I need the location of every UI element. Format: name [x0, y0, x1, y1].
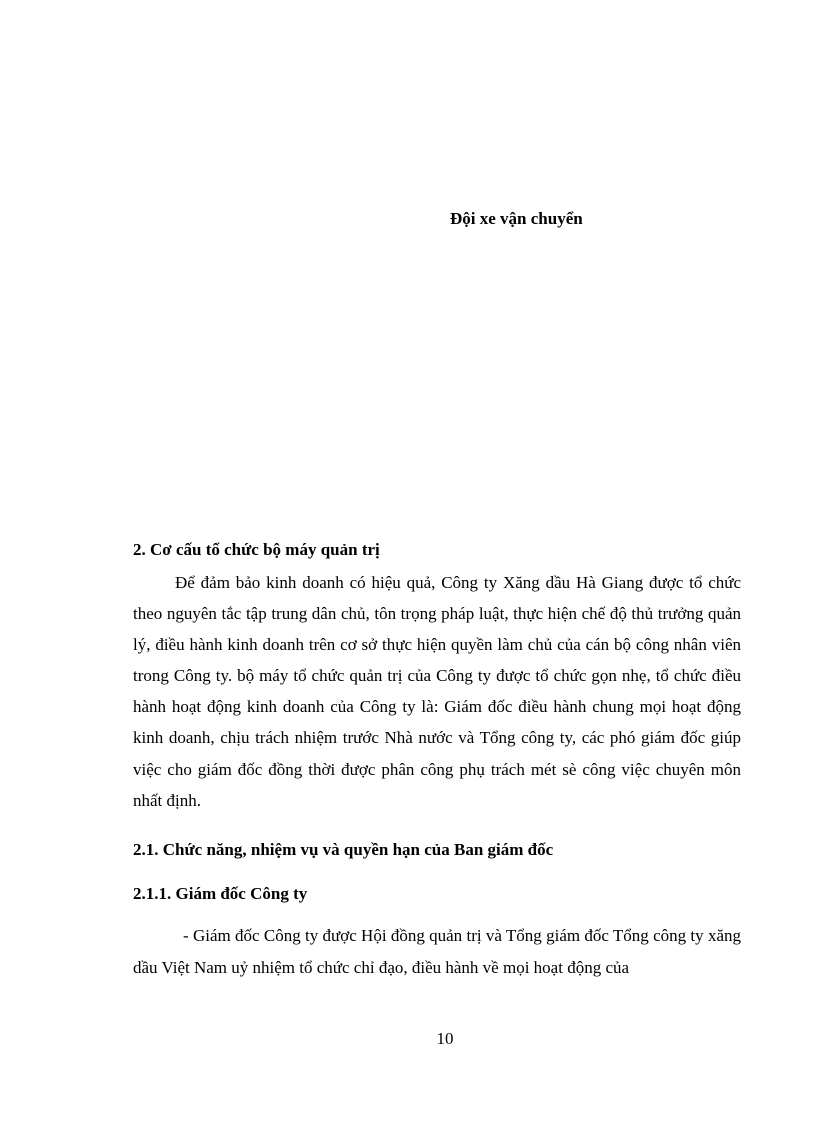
page-number: 10 — [436, 1029, 454, 1048]
diagram-caption-doi-xe: Đội xe vận chuyển — [450, 209, 583, 228]
body-paragraph-2: - Giám đốc Công ty được Hội đồng quản trị và Tổng giám đốc Tổng công ty xăng dầu Việt Nam uỷ nhiệm tổ chức chỉ đạo, điều hành về mọi hoạt động của — [133, 926, 741, 977]
section-heading: 2. Cơ cấu tổ chức bộ máy quản trị — [133, 540, 380, 559]
subsection-heading: 2.1. Chức năng, nhiệm vụ và quyền hạn của Ban giám đốc — [133, 840, 554, 859]
subsubsection-heading: 2.1.1. Giám đốc Công ty — [133, 884, 308, 903]
body-paragraph-1: Để đảm bảo kinh doanh có hiệu quả, Công ty Xăng dầu Hà Giang được tổ chức theo nguyên tắc tập trung dân chủ, tôn trọng pháp luật, thực hiện chế độ thủ trưởng quản lý, điều hành kinh doanh trên cơ sở thực hiện quyền làm chủ của cán bộ công nhân viên trong Công ty. bộ máy tổ chức quản trị của Công ty được tổ chức gọn nhẹ, tổ chức điều hành hoạt động kinh doanh của Công ty là: Giám đốc điều hành chung mọi hoạt động kinh doanh, chịu trách nhiệm trước Nhà nước và Tổng công ty, các phó giám đốc giúp việc cho giám đốc đồng thời được phân công phụ trách mét sè công việc chuyên môn nhất định. — [133, 573, 741, 810]
